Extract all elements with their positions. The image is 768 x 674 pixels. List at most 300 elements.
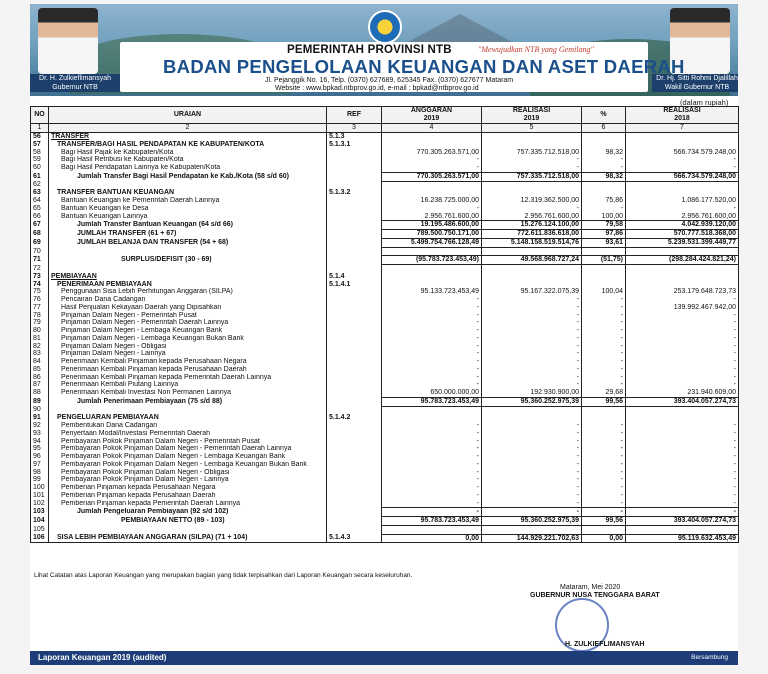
row-number: 83	[31, 350, 49, 358]
row-percentage: 100,00	[582, 213, 626, 221]
row-reference: 5.1.3	[327, 133, 382, 141]
row-percentage: -	[582, 319, 626, 327]
row-number: 60	[31, 164, 49, 172]
row-realization-2019: 95.167.322.075,39	[482, 288, 582, 296]
table-row	[31, 374, 739, 382]
row-percentage: 98,32	[582, 149, 626, 157]
row-description: PEMBIAYAAN NETTO (89 - 103)	[49, 517, 327, 526]
row-realization-2019: 15.276.124.100,00	[482, 221, 582, 230]
row-realization-2018	[626, 281, 739, 289]
table-row	[31, 397, 739, 406]
signatory-name: H. ZULKIEFLIMANSYAH	[565, 641, 645, 648]
row-realization-2018: -	[626, 484, 739, 492]
row-realization-2018: 5.239.531.399.449,77	[626, 238, 739, 247]
row-budget-2019: 95.783.723.453,49	[382, 397, 482, 406]
row-description: JUMLAH BELANJA DAN TRANSFER (54 + 68)	[49, 238, 327, 247]
row-reference: 5.1.4.1	[327, 281, 382, 289]
row-realization-2018: 566.734.579.248,00	[626, 149, 739, 157]
row-realization-2018	[626, 189, 739, 197]
row-number: 87	[31, 381, 49, 389]
row-realization-2018: 4.042.939.120,00	[626, 221, 739, 230]
row-realization-2019: -	[482, 453, 582, 461]
row-description: Pinjaman Dalam Negeri - Lembaga Keuangan Bank	[49, 327, 327, 335]
row-number: 86	[31, 374, 49, 382]
row-realization-2018	[626, 406, 739, 414]
row-percentage: -	[582, 469, 626, 477]
row-realization-2019	[482, 273, 582, 281]
row-description: Jumlah Transfer Bagi Hasil Pendapatan ke Kab./Kota (58 s/d 60)	[49, 172, 327, 181]
row-percentage: -	[582, 508, 626, 517]
table-row	[31, 508, 739, 517]
row-reference	[327, 406, 382, 414]
row-budget-2019: -	[382, 350, 482, 358]
row-reference	[327, 335, 382, 343]
row-realization-2019: 49.568.968.727,24	[482, 256, 582, 265]
row-percentage: -	[582, 374, 626, 382]
table-row	[31, 156, 739, 164]
table-row	[31, 327, 739, 335]
row-budget-2019: -	[382, 500, 482, 508]
row-percentage: -	[582, 381, 626, 389]
row-reference	[327, 247, 382, 256]
row-realization-2019: -	[482, 461, 582, 469]
row-description: Pembayaran Pokok Pinjaman Dalam Negeri - Obligasi	[49, 469, 327, 477]
row-reference	[327, 453, 382, 461]
row-budget-2019: -	[382, 461, 482, 469]
row-realization-2019	[482, 141, 582, 149]
table-row	[31, 430, 739, 438]
row-budget-2019: -	[382, 164, 482, 172]
row-number: 101	[31, 492, 49, 500]
row-realization-2019	[482, 406, 582, 414]
row-description: TRANSFER/BAGI HASIL PENDAPATAN KE KABUPATEN/KOTA	[49, 141, 327, 149]
row-percentage	[582, 406, 626, 414]
row-realization-2019: -	[482, 335, 582, 343]
row-number: 103	[31, 508, 49, 517]
row-realization-2019: -	[482, 422, 582, 430]
row-reference	[327, 508, 382, 517]
row-number: 77	[31, 304, 49, 312]
row-budget-2019: -	[382, 484, 482, 492]
financial-table	[30, 106, 739, 543]
row-description: Bagi Hasil Retribusi ke Kabupaten/Kota	[49, 156, 327, 164]
row-budget-2019	[382, 525, 482, 534]
row-percentage: -	[582, 453, 626, 461]
row-number: 62	[31, 181, 49, 189]
row-budget-2019	[382, 406, 482, 414]
row-realization-2018	[626, 525, 739, 534]
table-row	[31, 343, 739, 351]
row-realization-2019: -	[482, 358, 582, 366]
table-row	[31, 381, 739, 389]
row-number: 98	[31, 469, 49, 477]
row-number: 99	[31, 476, 49, 484]
row-budget-2019: 650.000.000,00	[382, 389, 482, 397]
row-budget-2019: -	[382, 476, 482, 484]
row-realization-2018	[626, 414, 739, 422]
row-budget-2019	[382, 181, 482, 189]
row-realization-2018: -	[626, 327, 739, 335]
row-description: Pinjaman Dalam Negeri - Lembaga Keuangan Bukan Bank	[49, 335, 327, 343]
row-budget-2019: -	[382, 335, 482, 343]
row-realization-2018: -	[626, 381, 739, 389]
row-description: Bagi Hasil Pendapatan Lainnya ke Kabupaten/Kota	[49, 164, 327, 172]
row-percentage: 99,56	[582, 517, 626, 526]
row-description: PENGELUARAN PEMBIAYAAN	[49, 414, 327, 422]
table-row	[31, 304, 739, 312]
row-number: 91	[31, 414, 49, 422]
row-budget-2019	[382, 247, 482, 256]
row-description: Pembayaran Pokok Pinjaman Dalam Negeri - Pemerintah Daerah Lainnya	[49, 445, 327, 453]
table-row	[31, 525, 739, 534]
row-budget-2019	[382, 141, 482, 149]
row-realization-2018: -	[626, 453, 739, 461]
table-row	[31, 335, 739, 343]
row-realization-2018: 566.734.579.248,00	[626, 172, 739, 181]
table-row	[31, 445, 739, 453]
table-row	[31, 414, 739, 422]
row-number: 81	[31, 335, 49, 343]
row-realization-2018	[626, 247, 739, 256]
row-description: Hasil Penjualan Kekayaan Daerah yang Dipisahkan	[49, 304, 327, 312]
row-description	[49, 247, 327, 256]
column-header: REALISASI 2019	[482, 107, 582, 124]
column-number: 6	[582, 124, 626, 133]
footer-continued: Bersambung	[691, 654, 728, 661]
row-percentage: -	[582, 343, 626, 351]
table-row	[31, 213, 739, 221]
row-budget-2019: -	[382, 366, 482, 374]
row-realization-2019: -	[482, 156, 582, 164]
row-description: Penerimaan Kembali Pinjaman kepada Perusahaan Negara	[49, 358, 327, 366]
row-realization-2018: -	[626, 430, 739, 438]
row-reference	[327, 205, 382, 213]
row-budget-2019: -	[382, 430, 482, 438]
row-realization-2019: -	[482, 296, 582, 304]
table-row	[31, 141, 739, 149]
table-row	[31, 281, 739, 289]
row-realization-2018: -	[626, 350, 739, 358]
row-realization-2018: -	[626, 508, 739, 517]
row-realization-2019: 2.956.761.600,00	[482, 213, 582, 221]
row-realization-2018: -	[626, 438, 739, 446]
row-budget-2019: 95.133.723.453,49	[382, 288, 482, 296]
row-number: 69	[31, 238, 49, 247]
table-row	[31, 133, 739, 141]
row-realization-2019: -	[482, 381, 582, 389]
row-realization-2018: -	[626, 312, 739, 320]
currency-unit: (dalam rupiah)	[680, 98, 729, 107]
column-number: 4	[382, 124, 482, 133]
row-description: SURPLUS/DEFISIT (30 - 69)	[49, 256, 327, 265]
table-row	[31, 247, 739, 256]
row-number: 92	[31, 422, 49, 430]
row-reference	[327, 438, 382, 446]
row-percentage: (51,75)	[582, 256, 626, 265]
row-realization-2018: -	[626, 461, 739, 469]
row-budget-2019	[382, 189, 482, 197]
row-realization-2018: -	[626, 319, 739, 327]
row-percentage: -	[582, 312, 626, 320]
row-reference: 5.1.3.2	[327, 189, 382, 197]
row-percentage: -	[582, 156, 626, 164]
row-percentage	[582, 247, 626, 256]
row-budget-2019: -	[382, 358, 482, 366]
row-description	[49, 525, 327, 534]
row-percentage: -	[582, 304, 626, 312]
table-row	[31, 189, 739, 197]
table-row	[31, 256, 739, 265]
row-reference	[327, 461, 382, 469]
row-number: 67	[31, 221, 49, 230]
row-budget-2019: 789.500.750.171,00	[382, 230, 482, 239]
row-percentage: -	[582, 164, 626, 172]
row-percentage: 98,32	[582, 172, 626, 181]
table-row	[31, 172, 739, 181]
row-budget-2019	[382, 281, 482, 289]
column-header: NO	[31, 107, 49, 124]
row-realization-2018: -	[626, 358, 739, 366]
row-percentage: -	[582, 492, 626, 500]
row-realization-2018	[626, 141, 739, 149]
row-reference	[327, 172, 382, 181]
table-row	[31, 312, 739, 320]
row-number: 79	[31, 319, 49, 327]
row-reference	[327, 164, 382, 172]
row-percentage: 79,58	[582, 221, 626, 230]
table-row	[31, 164, 739, 172]
row-reference	[327, 525, 382, 534]
row-realization-2018: -	[626, 366, 739, 374]
table-row	[31, 517, 739, 526]
row-percentage	[582, 181, 626, 189]
table-row	[31, 358, 739, 366]
row-realization-2019: 772.611.836.618,00	[482, 230, 582, 239]
row-number: 65	[31, 205, 49, 213]
row-budget-2019: 0,00	[382, 534, 482, 543]
row-description: Pinjaman Dalam Negeri - Pemerintah Pusat	[49, 312, 327, 320]
row-percentage: 29,68	[582, 389, 626, 397]
row-reference	[327, 358, 382, 366]
row-reference	[327, 156, 382, 164]
row-description: Penggunaan Sisa Lebih Perhitungan Anggaran (SILPA)	[49, 288, 327, 296]
row-percentage: -	[582, 476, 626, 484]
row-reference	[327, 296, 382, 304]
row-number: 71	[31, 256, 49, 265]
row-percentage	[582, 189, 626, 197]
row-reference	[327, 230, 382, 239]
table-row	[31, 205, 739, 213]
row-realization-2019: 144.929.221.702,63	[482, 534, 582, 543]
table-row	[31, 484, 739, 492]
row-realization-2019	[482, 281, 582, 289]
row-reference	[327, 238, 382, 247]
row-budget-2019: -	[382, 304, 482, 312]
row-reference	[327, 374, 382, 382]
row-realization-2019: 95.360.252.975,39	[482, 397, 582, 406]
row-budget-2019: -	[382, 343, 482, 351]
row-budget-2019	[382, 273, 482, 281]
row-reference	[327, 256, 382, 265]
row-percentage: -	[582, 205, 626, 213]
governor-title: Gubernur NTB	[52, 84, 98, 91]
row-realization-2019: -	[482, 484, 582, 492]
row-percentage	[582, 414, 626, 422]
row-number: 93	[31, 430, 49, 438]
row-reference: 5.1.4.2	[327, 414, 382, 422]
row-description: Pemberian Pinjaman kepada Perusahaan Daerah	[49, 492, 327, 500]
row-number: 70	[31, 247, 49, 256]
row-percentage: 99,56	[582, 397, 626, 406]
row-realization-2019: -	[482, 164, 582, 172]
row-realization-2019: -	[482, 350, 582, 358]
row-description: SISA LEBIH PEMBIAYAAN ANGGARAN (SILPA) (71 + 104)	[49, 534, 327, 543]
row-budget-2019: -	[382, 508, 482, 517]
row-reference	[327, 312, 382, 320]
table-row	[31, 534, 739, 543]
row-number: 78	[31, 312, 49, 320]
row-realization-2019: -	[482, 492, 582, 500]
row-budget-2019: -	[382, 438, 482, 446]
row-number: 74	[31, 281, 49, 289]
row-budget-2019: 95.783.723.453,49	[382, 517, 482, 526]
row-number: 96	[31, 453, 49, 461]
row-number: 75	[31, 288, 49, 296]
table-column-numbers	[31, 124, 739, 133]
table-row	[31, 230, 739, 239]
row-reference	[327, 366, 382, 374]
row-budget-2019: -	[382, 319, 482, 327]
table-row	[31, 319, 739, 327]
table-row	[31, 422, 739, 430]
agency-website: Website : www.bpkad.ntbprov.go.id, e-mail : bpkad@ntbprov.go.id	[275, 85, 479, 92]
row-number: 59	[31, 156, 49, 164]
row-budget-2019: 770.305.263.571,00	[382, 149, 482, 157]
table-row	[31, 265, 739, 273]
row-reference	[327, 469, 382, 477]
table-row	[31, 197, 739, 205]
row-description: PENERIMAAN PEMBIAYAAN	[49, 281, 327, 289]
row-percentage: -	[582, 350, 626, 358]
row-realization-2019: 12.319.362.500,00	[482, 197, 582, 205]
row-percentage	[582, 525, 626, 534]
row-number: 56	[31, 133, 49, 141]
row-description: Bagi Hasil Pajak ke Kabupaten/Kota	[49, 149, 327, 157]
row-realization-2018: 2.956.761.600,00	[626, 213, 739, 221]
row-reference	[327, 389, 382, 397]
row-reference	[327, 484, 382, 492]
row-reference	[327, 430, 382, 438]
row-percentage: 100,04	[582, 288, 626, 296]
row-percentage	[582, 265, 626, 273]
row-realization-2018	[626, 133, 739, 141]
signature-place-date: Mataram, Mei 2020	[560, 584, 621, 591]
row-budget-2019	[382, 414, 482, 422]
row-realization-2018	[626, 273, 739, 281]
row-percentage: -	[582, 358, 626, 366]
row-percentage: 75,86	[582, 197, 626, 205]
row-budget-2019: -	[382, 205, 482, 213]
row-number: 88	[31, 389, 49, 397]
row-number: 76	[31, 296, 49, 304]
row-number: 68	[31, 230, 49, 239]
footer-bar	[30, 651, 738, 665]
row-realization-2019: -	[482, 476, 582, 484]
table-row	[31, 288, 739, 296]
row-budget-2019: 770.305.263.571,00	[382, 172, 482, 181]
row-percentage: -	[582, 296, 626, 304]
row-realization-2019	[482, 525, 582, 534]
row-percentage: -	[582, 438, 626, 446]
row-description: Pembayaran Pokok Pinjaman Dalam Negeri - Lembaga Keuangan Bukan Bank	[49, 461, 327, 469]
row-percentage: -	[582, 461, 626, 469]
row-realization-2018: -	[626, 469, 739, 477]
row-description: Pembayaran Pokok Pinjaman Dalam Negeri - Lainnya	[49, 476, 327, 484]
row-description: Jumlah Pengeluaran Pembiayaan (92 s/d 102)	[49, 508, 327, 517]
row-description: Bantuan Keuangan ke Desa	[49, 205, 327, 213]
row-realization-2018: -	[626, 335, 739, 343]
table-row	[31, 273, 739, 281]
table-row	[31, 366, 739, 374]
row-realization-2019: -	[482, 343, 582, 351]
row-description: Bantuan Keuangan Lainnya	[49, 213, 327, 221]
row-budget-2019: -	[382, 469, 482, 477]
row-realization-2018	[626, 181, 739, 189]
row-percentage	[582, 141, 626, 149]
row-number: 90	[31, 406, 49, 414]
table-row	[31, 389, 739, 397]
table-row	[31, 181, 739, 189]
row-percentage: -	[582, 422, 626, 430]
row-realization-2019	[482, 181, 582, 189]
row-budget-2019: -	[382, 296, 482, 304]
row-realization-2018: -	[626, 374, 739, 382]
row-budget-2019: -	[382, 422, 482, 430]
column-header: URAIAN	[49, 107, 327, 124]
vice-governor-name: Dr. Hj. Sitti Rohmi Djalillah	[656, 75, 738, 82]
header-banner	[30, 4, 738, 96]
row-description: Pemberian Pinjaman kepada Pemerintah Daerah Lainnya	[49, 500, 327, 508]
row-description: Pembayaran Pokok Pinjaman Dalam Negeri - Pemerintah Pusat	[49, 438, 327, 446]
row-realization-2019	[482, 265, 582, 273]
row-percentage: 93,61	[582, 238, 626, 247]
row-realization-2019: -	[482, 374, 582, 382]
table-row	[31, 296, 739, 304]
row-budget-2019	[382, 265, 482, 273]
row-realization-2019: -	[482, 500, 582, 508]
report-page	[30, 4, 738, 662]
row-realization-2019: -	[482, 469, 582, 477]
row-realization-2019: -	[482, 438, 582, 446]
row-budget-2019: 2.956.761.600,00	[382, 213, 482, 221]
row-percentage: 0,00	[582, 534, 626, 543]
row-description	[49, 265, 327, 273]
province-logo-icon	[368, 10, 402, 44]
row-realization-2018: -	[626, 205, 739, 213]
table-row	[31, 476, 739, 484]
row-description: Pinjaman Dalam Negeri - Obligasi	[49, 343, 327, 351]
table-row	[31, 469, 739, 477]
row-number: 61	[31, 172, 49, 181]
row-description: Pinjaman Dalam Negeri - Pemerintah Daerah Lainnya	[49, 319, 327, 327]
row-percentage: -	[582, 445, 626, 453]
row-realization-2018: (298.284.424.821,24)	[626, 256, 739, 265]
row-realization-2019: -	[482, 445, 582, 453]
table-row	[31, 149, 739, 157]
row-percentage: -	[582, 500, 626, 508]
row-realization-2019	[482, 414, 582, 422]
row-realization-2018	[626, 265, 739, 273]
